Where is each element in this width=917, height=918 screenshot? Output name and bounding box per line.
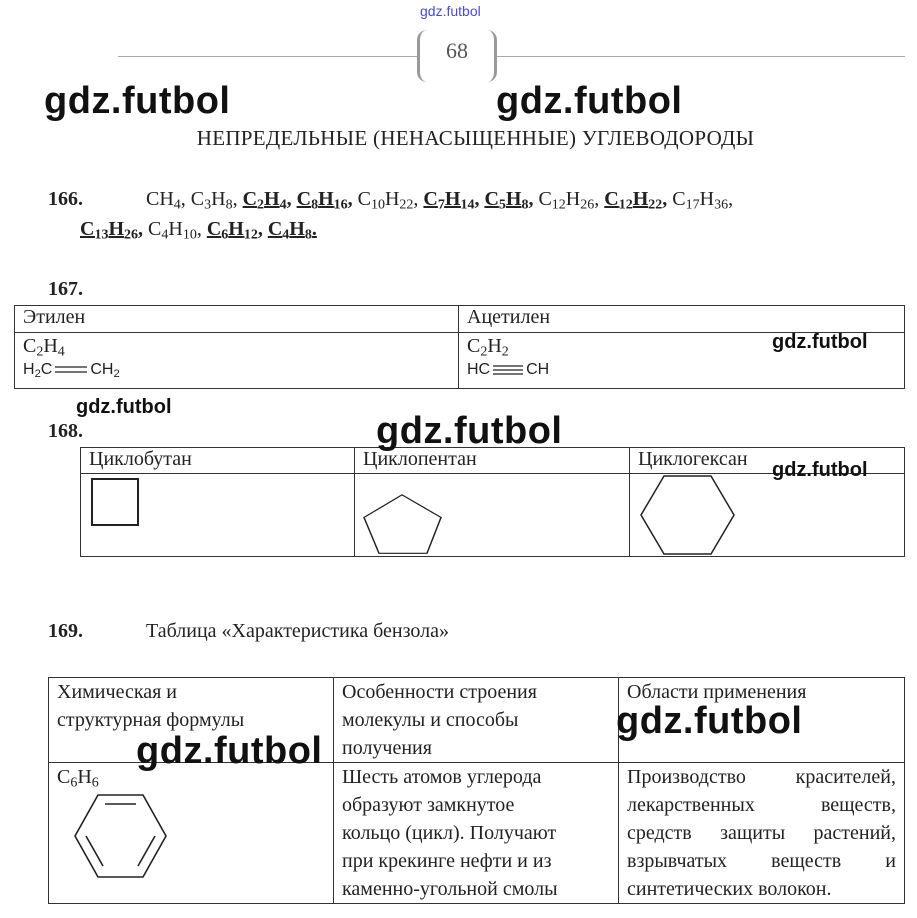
formula-group: $C_{10}H_{22}$, xyxy=(352,188,424,213)
formula-group: $C_4H_{10}$, xyxy=(143,218,207,243)
task-169-caption: Таблица «Характеристика бензола» xyxy=(146,620,449,642)
benzene-header-applications: Области применения xyxy=(619,678,905,763)
task-169-number: 169. xyxy=(48,620,83,642)
watermark-big-2: gdz.futbol xyxy=(496,80,683,122)
cyclohexane-hexagon-icon xyxy=(630,474,750,556)
task-166-line-1 xyxy=(146,188,733,211)
ethylene-cell xyxy=(15,333,459,389)
benzene-structure-cell: Шесть атомов углерода образуют замкнутое кольцо (цикл). Получают при крекинге нефти и из каменно-угольной смолы xyxy=(334,763,619,904)
benzene-ring-icon xyxy=(61,791,181,881)
benzene-header-structure: Особенности строения молекулы и способы получения xyxy=(334,678,619,763)
benzene-applications-cell: Производство красителей, лекарственных веществ, средств защиты растений, взрывчатых веществ и синтетических волокон. xyxy=(619,763,905,904)
watermark-top: gdz.futbol xyxy=(420,3,481,19)
watermark-small-2: gdz.futbol xyxy=(76,396,172,418)
acetylene-structure: HC CH xyxy=(467,361,550,378)
cyclopentane-header: Циклопентан xyxy=(355,448,630,474)
unsaturated-formula: $C_8H_{16}$, xyxy=(296,188,353,213)
benzene-header-formula: Химическая и структурная формулы xyxy=(49,678,334,763)
unsaturated-formula: $C_{12}H_{22}$, xyxy=(604,188,668,213)
unsaturated-formula: $C_5H_8$, xyxy=(484,188,534,213)
acetylene-formula: $C_2H_2$ xyxy=(467,335,509,360)
cyclohexane-header: Циклогексан xyxy=(630,448,905,474)
ethylene-header: Этилен xyxy=(15,306,459,333)
unsaturated-formula: $C_{13}H_{26}$, xyxy=(80,218,144,243)
cyclobutane-square-icon xyxy=(81,474,141,556)
task-167-number: 167. xyxy=(48,278,83,300)
benzene-formula-cell xyxy=(49,763,334,904)
unsaturated-formula: $C_6H_{12}$, xyxy=(206,218,263,243)
watermark-big-1: gdz.futbol xyxy=(44,80,231,122)
watermark-small-1: gdz.futbol xyxy=(772,331,868,353)
cyclopentane-cell xyxy=(355,474,630,557)
watermark-big-4: gdz.futbol xyxy=(616,700,803,742)
page-number: 68 xyxy=(446,38,468,63)
formula-group: $CH_4$, $C_3H_8$, xyxy=(146,188,243,213)
cyclopentane-pentagon-icon xyxy=(355,474,455,556)
formula-group: $C_{17}H_{36}$, xyxy=(667,188,734,213)
benzene-formula: $C_6H_6$ xyxy=(57,766,99,791)
task-168-number: 168. xyxy=(48,420,83,442)
ethylene-structure: $H_2C$ $CH_2$ xyxy=(23,361,120,380)
unsaturated-formula: $C_2H_4$, xyxy=(242,188,292,213)
task-166-number: 166. xyxy=(48,188,83,210)
triple-bond-icon xyxy=(492,364,524,376)
watermark-big-5: gdz.futbol xyxy=(136,730,323,772)
ethylene-formula: $C_2H_4$ xyxy=(23,335,65,360)
unsaturated-formula: $C_7H_{14}$, xyxy=(423,188,480,213)
watermark-small-3: gdz.futbol xyxy=(772,459,868,481)
header-rule-right xyxy=(497,56,905,57)
cyclohexane-cell xyxy=(630,474,905,557)
double-bond-icon xyxy=(54,365,88,375)
acetylene-header: Ацетилен xyxy=(459,306,905,333)
cyclobutane-cell xyxy=(81,474,355,557)
page-title: НЕПРЕДЕЛЬНЫЕ (НЕНАСЫЩЕННЫЕ) УГЛЕВОДОРОДЫ xyxy=(196,126,755,150)
task-166-line-2 xyxy=(80,218,317,241)
formula-group: $C_{12}H_{26}$, xyxy=(533,188,605,213)
header-rule-left xyxy=(118,56,418,57)
watermark-big-3: gdz.futbol xyxy=(376,410,563,452)
cyclobutane-header: Циклобутан xyxy=(81,448,355,474)
unsaturated-formula: $C_4H_8$. xyxy=(267,218,317,243)
